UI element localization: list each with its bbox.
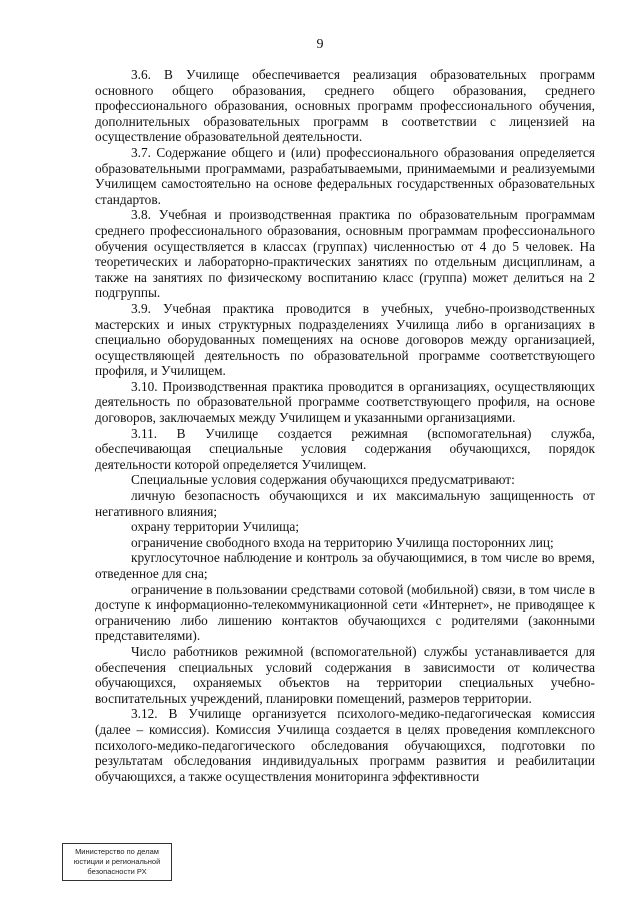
condition-item-monitoring: круглосуточное наблюдение и контроль за обучающимися, в том числе во время, отведенное для сна; bbox=[95, 550, 595, 581]
paragraph-staff-count: Число работников режимной (вспомогательной) службы устанавливается для обеспечения специальных условий содержания в зависимости от количества обучающихся, охраняемых объектов на территории специальных учебно-воспитательных учреждений, планировки помещений, размеров территории. bbox=[95, 643, 595, 706]
paragraph-3-9: 3.9. Учебная практика проводится в учебных, учебно-производственных мастерских и иных структурных подразделениях Училища либо в организациях в специально оборудованных помещениях на основе договоров между организацией, осуществляющей деятельность по образовательной программе соответствующего профиля, и Училищем. bbox=[95, 300, 595, 379]
paragraph-3-11: 3.11. В Училище создается режимная (вспомогательная) служба, обеспечивающая специальные условия содержания обучающихся, порядок деятельности которой определяется Училищем. bbox=[95, 425, 595, 472]
stamp-line-1: Министерство по делам bbox=[75, 847, 159, 856]
condition-item-safety: личную безопасность обучающихся и их максимальную защищенность от негативного влияния; bbox=[95, 488, 595, 519]
paragraph-3-12: 3.12. В Училище организуется психолого-медико-педагогическая комиссия (далее – комиссия). Комиссия Училища создается в целях проведения комплексного психолого-медико-педагогического обследования обучающихся, подготовки по результатам обследования индивидуальных программ развития и реабилитации обучающихся, а также осуществления мониторинга эффективности bbox=[95, 706, 595, 784]
document-body bbox=[95, 67, 595, 784]
condition-item-mobile: ограничение в пользовании средствами сотовой (мобильной) связи, в том числе в доступе к информационно-телекоммуникационной сети «Интернет», не приводящее к ограничению либо лишению контактов обучающихся с родителями (законными представителями). bbox=[95, 581, 595, 644]
stamp-line-2: юстиции и региональной bbox=[73, 857, 161, 866]
condition-item-entry: ограничение свободного входа на территорию Училища посторонних лиц; bbox=[131, 534, 554, 550]
paragraph-3-6: 3.6. В Училище обеспечивается реализация образовательных программ основного общего образования, среднего общего образования, среднего профессионального образования, основных программ профессионального обучения, дополнительных образовательных программ в соответствии с лицензией на осуществление образовательной деятельности. bbox=[95, 67, 595, 145]
paragraph-3-7: 3.7. Содержание общего и (или) профессионального образования определяется образовательными программами, разрабатываемыми, принимаемыми и реализуемыми Училищем самостоятельно на основе федеральных государственных образовательных стандартов. bbox=[95, 144, 595, 207]
special-conditions-intro: Специальные условия содержания обучающихся предусматривают: bbox=[131, 472, 515, 488]
condition-item-territory: охрану территории Училища; bbox=[131, 519, 300, 535]
page-number: 9 bbox=[316, 37, 324, 52]
stamp-line-3: безопасности РХ bbox=[87, 867, 147, 876]
registration-stamp bbox=[62, 843, 172, 881]
paragraph-3-10: 3.10. Производственная практика проводится в организациях, осуществляющих деятельность по образовательной программе соответствующего профиля, на основе договоров, заключаемых между Училищем и указанными организациями. bbox=[95, 378, 595, 426]
paragraph-3-8: 3.8. Учебная и производственная практика по образовательным программам среднего профессионального образования, основным программам профессионального обучения осуществляется в классах (группах) численностью от 4 до 5 человек. На теоретических и лабораторно-практических занятиях по отдельным дисциплинам, а также на занятиях по физическому воспитанию класс (группа) может делиться на 2 подгруппы. bbox=[95, 207, 595, 301]
